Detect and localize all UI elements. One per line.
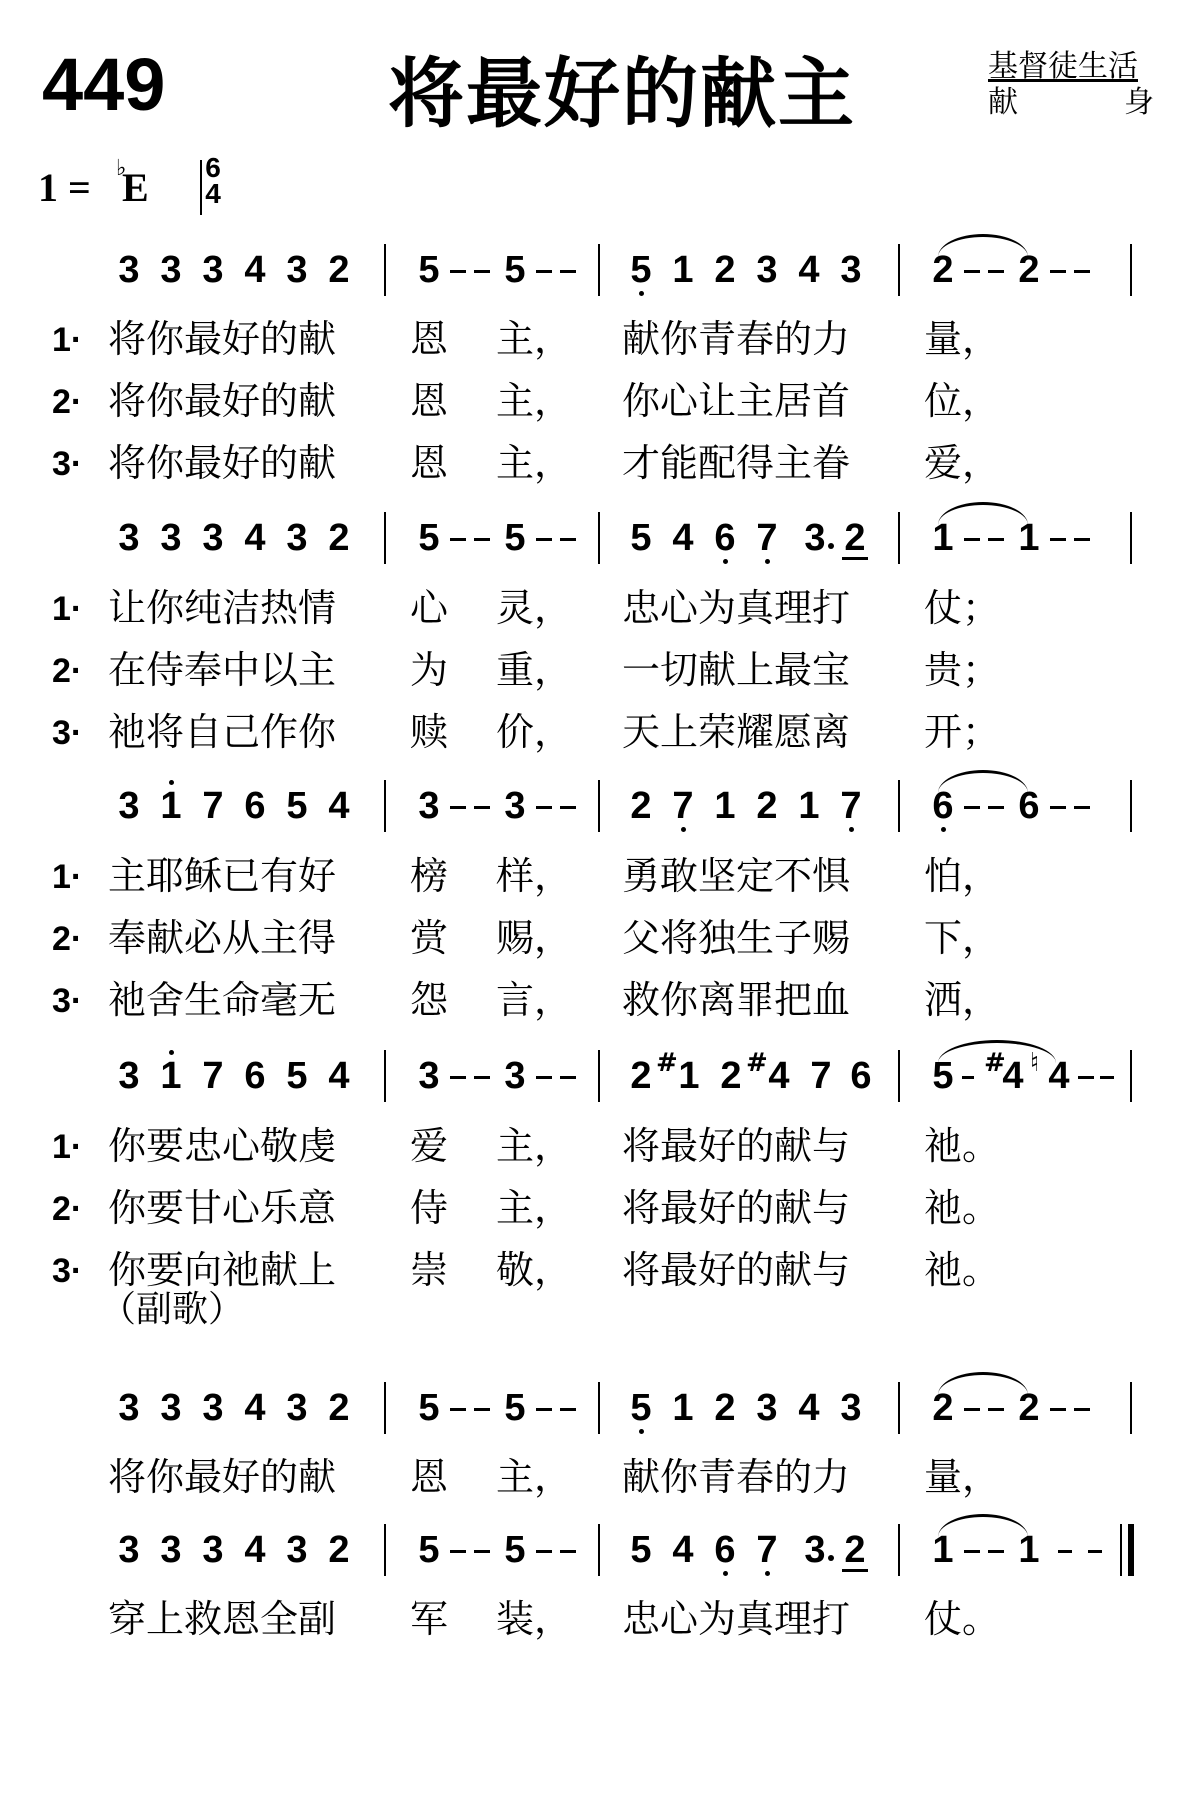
lyric: 忠心为真理打 xyxy=(622,1597,851,1641)
note: 2 xyxy=(328,1387,350,1429)
note: 5 xyxy=(418,517,440,559)
note: 7 xyxy=(202,785,224,827)
note: 2 xyxy=(1018,1387,1040,1429)
barline xyxy=(384,1050,386,1102)
augmentation-dot xyxy=(828,543,834,549)
note-low: 5 xyxy=(626,1388,656,1428)
note: 3 xyxy=(118,1387,140,1429)
lyric: 一切献上最宝 xyxy=(622,648,851,692)
barline xyxy=(598,1382,600,1434)
note: 3 xyxy=(756,249,778,291)
note: 1 xyxy=(672,249,694,291)
lyric: 主， xyxy=(496,379,573,423)
dash xyxy=(474,538,490,541)
note-low: 7 xyxy=(752,1530,782,1570)
dash xyxy=(964,1408,980,1411)
lyric: 你心让主居首 xyxy=(622,379,851,423)
dash xyxy=(1050,538,1066,541)
note: 1 xyxy=(798,785,820,827)
note: 2 xyxy=(630,785,652,827)
dash xyxy=(560,538,576,541)
dash xyxy=(964,1550,980,1553)
note-eighth: 2 xyxy=(840,518,870,558)
lyric: 恩 xyxy=(410,379,449,423)
lyric: 救你离罪把血 xyxy=(622,978,851,1022)
dash xyxy=(1050,270,1066,273)
note: 3 xyxy=(286,517,308,559)
note: 3 xyxy=(840,1387,862,1429)
lyric: 贵； xyxy=(924,648,1001,692)
lyric: 言， xyxy=(496,978,573,1022)
barline xyxy=(598,512,600,564)
dash xyxy=(560,806,576,809)
note-low: 7 xyxy=(836,786,866,826)
barline xyxy=(598,780,600,832)
note: 3 xyxy=(804,517,826,559)
note: 5 xyxy=(504,249,526,291)
note: 3 xyxy=(286,249,308,291)
note-low: 7 xyxy=(752,518,782,558)
note: 3 xyxy=(202,517,224,559)
barline xyxy=(898,780,900,832)
barline xyxy=(898,512,900,564)
lyric: 将你最好的献 xyxy=(108,317,337,361)
lyric: 开； xyxy=(924,710,1001,754)
dash xyxy=(474,1408,490,1411)
note: 3 xyxy=(504,1055,526,1097)
lyric: 恩 xyxy=(410,317,449,361)
note: 5 xyxy=(932,1055,954,1097)
note: 4 xyxy=(672,1529,694,1571)
dash xyxy=(536,1076,552,1079)
dash xyxy=(536,806,552,809)
lyric: 在侍奉中以主 xyxy=(108,648,337,692)
dash xyxy=(450,538,466,541)
verse-number: 2· xyxy=(52,652,83,690)
sharp-symbol: # xyxy=(656,1048,678,1078)
note: 4 xyxy=(1048,1055,1070,1097)
lyric: 你要甘心乐意 xyxy=(108,1186,337,1230)
verse-number: 1· xyxy=(52,1128,83,1166)
dash xyxy=(1078,1076,1094,1079)
lyric: 奉献必从主得 xyxy=(108,916,337,960)
note: 5 xyxy=(418,249,440,291)
dash xyxy=(450,1408,466,1411)
chorus-label: （副歌） xyxy=(100,1289,245,1330)
lyric: 你要向祂献上 xyxy=(108,1248,337,1292)
augmentation-dot xyxy=(828,1555,834,1561)
hymn-subcategory-first: 献 xyxy=(988,85,1018,120)
note: 4 xyxy=(798,1387,820,1429)
verse-number: 3· xyxy=(52,1252,83,1290)
note: 2 xyxy=(720,1055,742,1097)
lyric: 忠心为真理打 xyxy=(622,586,851,630)
note: 1 xyxy=(1018,1529,1040,1571)
dash xyxy=(560,1408,576,1411)
note: 3 xyxy=(202,249,224,291)
dash xyxy=(536,1550,552,1553)
note: 3 xyxy=(756,1387,778,1429)
hymn-category: 基督徒生活 xyxy=(988,49,1138,84)
hymn-number: 449 xyxy=(42,43,166,126)
lyric: 恩 xyxy=(410,441,449,485)
note: 3 xyxy=(118,249,140,291)
key-letter: E xyxy=(122,165,149,210)
dash xyxy=(1050,806,1066,809)
note: 4 xyxy=(672,517,694,559)
hymn-title: 将最好的献主 xyxy=(388,49,856,138)
lyric: 下， xyxy=(924,916,1001,960)
lyric: 恩 xyxy=(410,1455,449,1499)
barline xyxy=(384,1524,386,1576)
note: 2 xyxy=(714,249,736,291)
dash xyxy=(474,1550,490,1553)
verse-number: 3· xyxy=(52,445,83,483)
lyric: 祂。 xyxy=(924,1248,1001,1292)
lyric: 量， xyxy=(924,1455,1001,1499)
note: 3 xyxy=(418,1055,440,1097)
dash xyxy=(988,538,1004,541)
dash xyxy=(450,270,466,273)
note: 4 xyxy=(244,249,266,291)
music-line-2 xyxy=(0,508,1200,568)
lyric: 赎 xyxy=(410,710,449,754)
note: 3 xyxy=(160,517,182,559)
music-line-6 xyxy=(0,1520,1200,1580)
lyric: 将你最好的献 xyxy=(108,441,337,485)
note: 1 xyxy=(714,785,736,827)
note: 3 xyxy=(118,1529,140,1571)
note: 4 xyxy=(328,785,350,827)
lyric: 才能配得主眷 xyxy=(622,441,851,485)
note: 4 xyxy=(798,249,820,291)
natural-symbol: ♮ xyxy=(1030,1048,1040,1078)
lyric: 献你青春的力 xyxy=(622,1455,851,1499)
lyric: 仗； xyxy=(924,586,1001,630)
note: 3 xyxy=(160,249,182,291)
note: 7 xyxy=(202,1055,224,1097)
lyric: 位， xyxy=(924,379,1001,423)
dash xyxy=(964,806,980,809)
lyric: 样， xyxy=(496,854,573,898)
lyric: 你要忠心敬虔 xyxy=(108,1124,337,1168)
verse-number: 1· xyxy=(52,858,83,896)
lyric: 仗。 xyxy=(924,1597,1001,1641)
dash xyxy=(988,270,1004,273)
lyric: 价， xyxy=(496,710,573,754)
barline xyxy=(898,1382,900,1434)
note: 3 xyxy=(286,1387,308,1429)
lyric: 天上荣耀愿离 xyxy=(622,710,851,754)
note: 5 xyxy=(286,785,308,827)
barline xyxy=(898,244,900,296)
lyric: 献你青春的力 xyxy=(622,317,851,361)
note: 6 xyxy=(850,1055,872,1097)
note: 2 xyxy=(932,249,954,291)
dash xyxy=(1100,1076,1114,1079)
dash xyxy=(962,1076,974,1079)
dash xyxy=(988,1550,1004,1553)
time-signature xyxy=(200,152,226,209)
key-signature-prefix: 1 = xyxy=(38,165,91,210)
note: 2 xyxy=(328,1529,350,1571)
note: 5 xyxy=(504,517,526,559)
note: 7 xyxy=(810,1055,832,1097)
barline xyxy=(598,1050,600,1102)
verse-number: 2· xyxy=(52,383,83,421)
final-barline-thick xyxy=(1128,1524,1134,1576)
verse-number: 2· xyxy=(52,920,83,958)
note: 4 xyxy=(244,1387,266,1429)
lyric: 爱， xyxy=(924,441,1001,485)
dash xyxy=(450,1076,466,1079)
note-low: 7 xyxy=(668,786,698,826)
barline xyxy=(598,244,600,296)
dash xyxy=(450,806,466,809)
barline xyxy=(1130,1382,1132,1434)
barline xyxy=(898,1050,900,1102)
barline xyxy=(1130,1050,1132,1102)
note: 2 xyxy=(328,249,350,291)
dash xyxy=(474,806,490,809)
note: 1 xyxy=(932,517,954,559)
lyric: 洒， xyxy=(924,978,1001,1022)
music-line-1 xyxy=(0,240,1200,300)
barline xyxy=(598,1524,600,1576)
key-flat-symbol: ♭ xyxy=(116,156,127,181)
lyric: 重， xyxy=(496,648,573,692)
lyric: 榜 xyxy=(410,854,449,898)
lyric: 穿上救恩全副 xyxy=(108,1597,337,1641)
lyric: 将最好的献与 xyxy=(622,1186,851,1230)
lyric: 量， xyxy=(924,317,1001,361)
sharp-symbol: # xyxy=(746,1048,768,1078)
lyric: 主， xyxy=(496,1124,573,1168)
note: 2 xyxy=(932,1387,954,1429)
music-line-3 xyxy=(0,776,1200,836)
note: 3 xyxy=(418,785,440,827)
dash xyxy=(1074,538,1090,541)
barline xyxy=(898,1524,900,1576)
lyric: 将最好的献与 xyxy=(622,1248,851,1292)
lyric: 敬， xyxy=(496,1248,573,1292)
dash xyxy=(1088,1550,1102,1553)
note-high: 1 xyxy=(156,786,186,826)
note: 1 xyxy=(678,1055,700,1097)
note: 2 xyxy=(630,1055,652,1097)
lyric: 祂舍生命毫无 xyxy=(108,978,337,1022)
lyric: 祂。 xyxy=(924,1186,1001,1230)
note: 5 xyxy=(286,1055,308,1097)
barline xyxy=(1130,780,1132,832)
barline xyxy=(1130,512,1132,564)
note: 2 xyxy=(714,1387,736,1429)
lyric: 崇 xyxy=(410,1248,449,1292)
note: 3 xyxy=(840,249,862,291)
verse-number: 2· xyxy=(52,1190,83,1228)
dash xyxy=(560,270,576,273)
dash xyxy=(988,1408,1004,1411)
lyric: 将你最好的献 xyxy=(108,379,337,423)
note: 6 xyxy=(244,1055,266,1097)
note-high: 1 xyxy=(156,1056,186,1096)
dash xyxy=(536,1408,552,1411)
dash xyxy=(1074,806,1090,809)
lyric: 为 xyxy=(410,648,449,692)
dash xyxy=(988,806,1004,809)
lyric: 主， xyxy=(496,441,573,485)
lyric: 怨 xyxy=(410,978,449,1022)
note: 5 xyxy=(418,1387,440,1429)
verse-number: 1· xyxy=(52,590,83,628)
note: 2 xyxy=(1018,249,1040,291)
note: 3 xyxy=(160,1387,182,1429)
lyric: 将最好的献与 xyxy=(622,1124,851,1168)
dash xyxy=(536,270,552,273)
note-low: 6 xyxy=(710,518,740,558)
lyric: 父将独生子赐 xyxy=(622,916,851,960)
dash xyxy=(1050,1408,1066,1411)
lyric: 灵， xyxy=(496,586,573,630)
note: 3 xyxy=(286,1529,308,1571)
lyric: 勇敢坚定不惧 xyxy=(622,854,851,898)
note: 3 xyxy=(504,785,526,827)
dash xyxy=(450,1550,466,1553)
note: 6 xyxy=(244,785,266,827)
note: 4 xyxy=(244,517,266,559)
verse-number: 1· xyxy=(52,321,83,359)
lyric: 爱 xyxy=(410,1124,449,1168)
note: 1 xyxy=(672,1387,694,1429)
note: 5 xyxy=(630,1529,652,1571)
lyric: 主， xyxy=(496,1455,573,1499)
note: 5 xyxy=(504,1387,526,1429)
dash xyxy=(474,270,490,273)
note: 2 xyxy=(756,785,778,827)
lyric: 心 xyxy=(410,586,449,630)
dash xyxy=(560,1550,576,1553)
note: 3 xyxy=(118,1055,140,1097)
note: 1 xyxy=(1018,517,1040,559)
note-low: 5 xyxy=(626,250,656,290)
note: 6 xyxy=(1018,785,1040,827)
note: 4 xyxy=(328,1055,350,1097)
lyric: 侍 xyxy=(410,1186,449,1230)
lyric: 祂。 xyxy=(924,1124,1001,1168)
dash xyxy=(964,270,980,273)
dash xyxy=(1058,1550,1072,1553)
lyric: 主耶稣已有好 xyxy=(108,854,337,898)
barline xyxy=(1130,244,1132,296)
dash xyxy=(560,1076,576,1079)
time-signature-top: 6 xyxy=(205,152,221,183)
music-line-4 xyxy=(0,1046,1200,1106)
note: 5 xyxy=(504,1529,526,1571)
note: 3 xyxy=(160,1529,182,1571)
note: 4 xyxy=(244,1529,266,1571)
lyric: 祂将自己作你 xyxy=(108,710,337,754)
verse-number: 3· xyxy=(52,714,83,752)
final-barline-thin xyxy=(1120,1524,1122,1576)
note-low: 6 xyxy=(710,1530,740,1570)
note: 3 xyxy=(202,1529,224,1571)
music-line-5 xyxy=(0,1378,1200,1438)
barline xyxy=(384,1382,386,1434)
note: 2 xyxy=(328,517,350,559)
lyric: 将你最好的献 xyxy=(108,1455,337,1499)
note: 4 xyxy=(768,1055,790,1097)
barline xyxy=(384,244,386,296)
dash xyxy=(474,1076,490,1079)
dash xyxy=(1074,1408,1090,1411)
note-low: 6 xyxy=(928,786,958,826)
note-eighth: 2 xyxy=(840,1530,870,1570)
lyric: 赐， xyxy=(496,916,573,960)
lyric: 装， xyxy=(496,1597,573,1641)
barline xyxy=(384,780,386,832)
note: 5 xyxy=(418,1529,440,1571)
note: 3 xyxy=(118,785,140,827)
note: 5 xyxy=(630,517,652,559)
note: 3 xyxy=(118,517,140,559)
lyric: 主， xyxy=(496,317,573,361)
sharp-symbol: # xyxy=(984,1048,1006,1078)
lyric: 主， xyxy=(496,1186,573,1230)
dash xyxy=(1074,270,1090,273)
dash xyxy=(964,538,980,541)
lyric: 军 xyxy=(410,1597,449,1641)
dash xyxy=(536,538,552,541)
barline xyxy=(384,512,386,564)
verse-number: 3· xyxy=(52,982,83,1020)
note: 3 xyxy=(202,1387,224,1429)
note: 3 xyxy=(804,1529,826,1571)
lyric: 怕， xyxy=(924,854,1001,898)
note: 1 xyxy=(932,1529,954,1571)
time-signature-bottom: 4 xyxy=(205,178,221,209)
note: 4 xyxy=(1002,1055,1024,1097)
hymn-subcategory-second: 身 xyxy=(1124,85,1154,120)
lyric: 赏 xyxy=(410,916,449,960)
lyric: 让你纯洁热情 xyxy=(108,586,337,630)
